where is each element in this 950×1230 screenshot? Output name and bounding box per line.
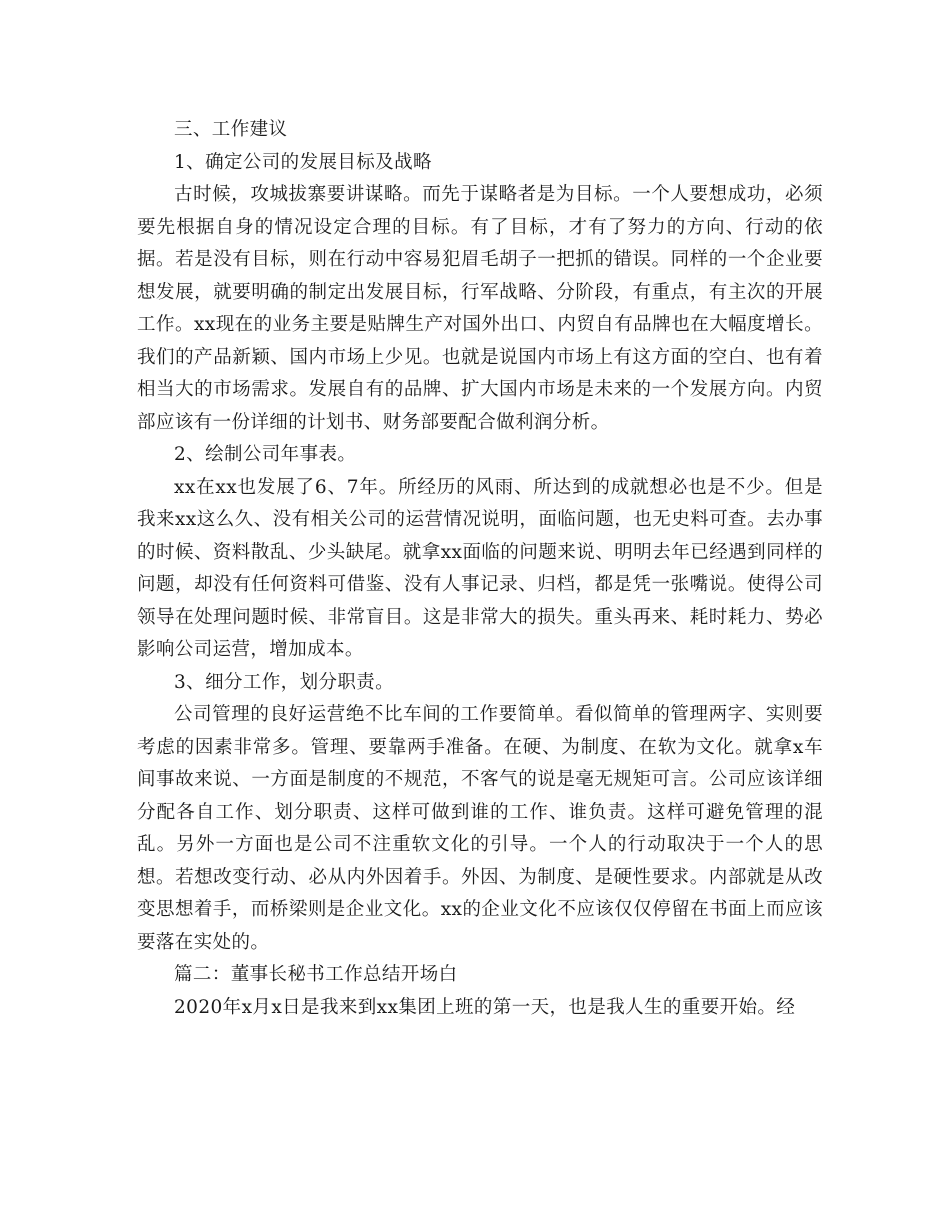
subheading-company-chronicle: 2、绘制公司年事表。 [174,444,357,465]
subheading-divide-responsibilities: 3、细分工作，划分职责。 [174,671,395,693]
paragraph-divide-responsibilities: 公司管理的良好运营绝不比车间的工作要简单。看似简单的管理两字、实则要考虑的因素非常多。管理、要靠两手准备。在硬、为制度、在软为文化。就拿x车间事故来说、一方面是制度的不规范，不客气的说是毫无规矩可言。公司应该详细分配各自工作、划分职责、这样可做到谁的工作、谁负责。这样可避免管理的混乱。另外一方面也是公司不注重软文化的引导。一个人的行动取决于一个人的思想。若想改变行动、必从内外因着手。外因、为制度、是硬性要求。内部就是从改变思想着手，而桥梁则是企业文化。xx的企业文化不应该仅仅停留在书面上而应该要落在实处的。 [137,704,823,953]
paragraph-company-chronicle: xx在xx也发展了6、7年。所经历的风雨、所达到的成就想必也是不少。但是我来xx这么久、没有相关公司的运营情况说明，面临问题，也无史料可查。去办事的时候、资料散乱、少头缺尾。就拿xx面临的问题来说、明明去年已经遇到同样的问题，却没有任何资料可借鉴、没有人事记录、归档，都是凭一张嘴说。使得公司领导在处理问题时候、非常盲目。这是非常大的损失。重头再来、耗时耗力、势必影响公司运营，增加成本。 [137,476,823,660]
document-body [137,114,823,1024]
subheading-goals-strategy: 1、确定公司的发展目标及战略 [174,151,432,173]
section-heading-part-two: 篇二：董事长秘书工作总结开场白 [174,964,458,985]
paragraph-part-two-opening: 2020年x月x日是我来到xx集团上班的第一天，也是我人生的重要开始。经 [174,996,796,1018]
section-heading-work-suggestions: 三、工作建议 [174,119,288,140]
paragraph-goals-strategy: 古时候，攻城拔寨要讲谋略。而先于谋略者是为目标。一个人要想成功，必须要先根据自身的情况设定合理的目标。有了目标，才有了努力的方向、行动的依据。若是没有目标，则在行动中容易犯眉毛胡子一把抓的错误。同样的一个企业要想发展，就要明确的制定出发展目标，行军战略、分阶段，有重点，有主次的开展工作。xx现在的业务主要是贴牌生产对国外出口、内贸自有品牌也在大幅度增长。我们的产品新颖、国内市场上少见。也就是说国内市场上有这方面的空白、也有着相当大的市场需求。发展自有的品牌、扩大国内市场是未来的一个发展方向。内贸部应该有一份详细的计划书、财务部要配合做利润分析。 [137,184,823,433]
